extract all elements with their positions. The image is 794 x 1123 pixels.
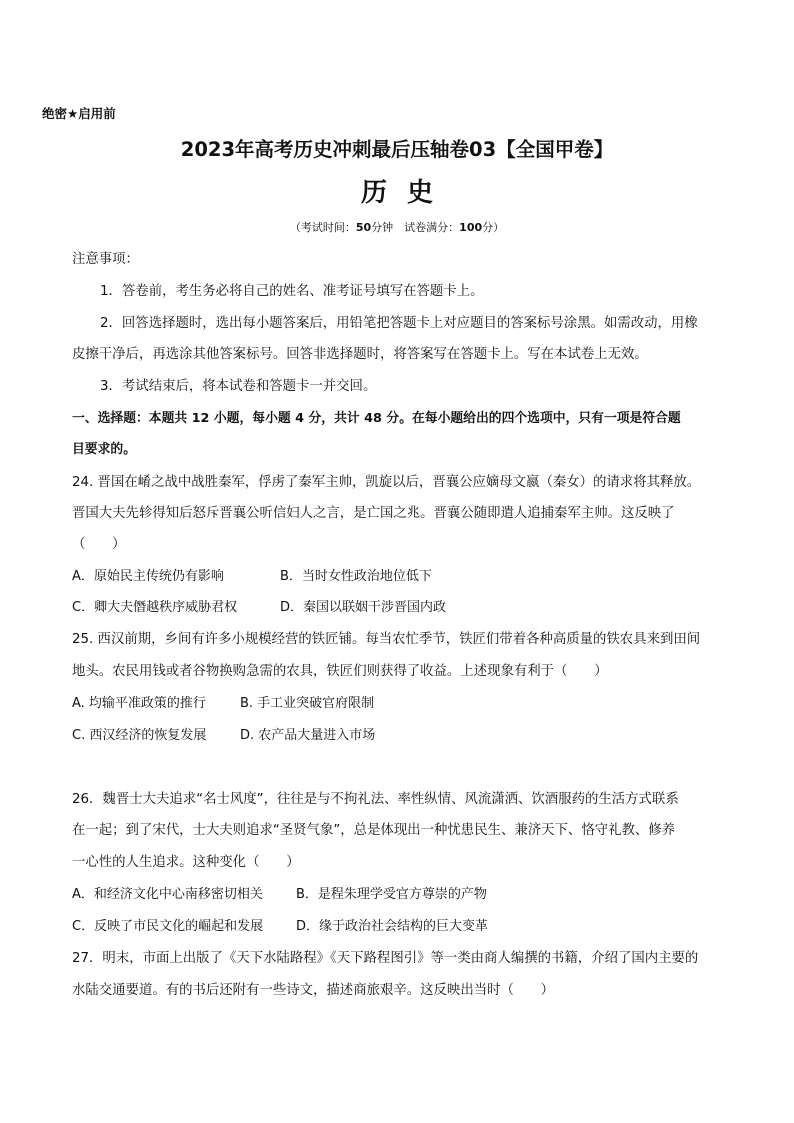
question-25-option-b: B. 手工业突破官府限制 [240, 696, 375, 711]
question-26-option-c: C．反映了市民文化的崛起和发展 [72, 919, 264, 934]
question-25-stem: 地头。农民用钱或者谷物换购急需的农具，铁匠们则获得了收益。上述现象有利于（ ） [72, 664, 608, 679]
exam-info-prefix: （考试时间： [289, 221, 356, 234]
confidential-label: 绝密★启用前 [42, 106, 116, 121]
notice-item: 2．回答选择题时，选出每小题答案后，用铅笔把答题卡上对应题目的答案标号涂黑。如需改动，用橡 [100, 316, 698, 331]
question-26-option-a: A．和经济文化中心南移密切相关 [72, 887, 263, 902]
notice-item: 1．答卷前，考生务必将自己的姓名、准考证号填写在答题卡上。 [100, 284, 484, 299]
question-25-stem: 25. 西汉前期，乡间有许多小规模经营的铁匠铺。每当农忙季节，铁匠们带着各种高质量的铁农具来到田间 [72, 632, 701, 647]
question-26-stem: 在一起；到了宋代，士大夫则追求“圣贤气象”，总是体现出一种忧患民生、兼济天下、恪守礼教、修养 [72, 823, 676, 838]
question-24-option-a: A．原始民主传统仍有影响 [72, 569, 224, 584]
notice-heading: 注意事项： [72, 252, 139, 267]
time-value: 50 [355, 221, 372, 234]
question-27-stem: 27．明末，市面上出版了《天下水陆路程》《天下路程图引》等一类由商人编撰的书籍，介绍了国内主要的 [72, 951, 699, 966]
exam-title: 2023年高考历史冲刺最后压轴卷03【全国甲卷】 [180, 138, 614, 161]
question-24-option-d: D．秦国以联姻干涉晋国内政 [280, 600, 447, 615]
score-unit: 分） [482, 221, 505, 234]
question-24-stem: （ ） [72, 537, 126, 552]
score-value: 100 [459, 221, 483, 234]
question-24-stem: 24. 晋国在崤之战中战胜秦军，俘虏了秦军主帅，凯旋以后，晋襄公应嫡母文嬴（秦女）的请求将其释放。 [72, 475, 701, 490]
question-27-stem: 水陆交通要道。有的书后还附有一些诗文，描述商旅艰辛。这反映出当时（ ） [72, 983, 555, 998]
question-25-option-d: D. 农产品大量进入市场 [240, 728, 376, 743]
question-24-stem: 晋国大夫先轸得知后怒斥晋襄公听信妇人之言，是亡国之兆。晋襄公随即遣人追捕秦军主帅。这反映了 [72, 506, 675, 521]
time-unit: 分钟 试卷满分： [371, 221, 460, 234]
section-heading: 一、选择题：本题共 12 小题，每小题 4 分，共计 48 分。在每小题给出的四个选项中，只有一项是符合题 [72, 411, 681, 426]
question-25-option-c: C. 西汉经济的恢复发展 [72, 728, 207, 743]
question-25-option-a: A. 均输平准政策的推行 [72, 696, 206, 711]
notice-item: 3．考试结束后，将本试卷和答题卡一并交回。 [100, 379, 377, 394]
question-26-stem: 26．魏晋士大夫追求“名士风度”，往往是与不拘礼法、率性纵情、风流潇洒、饮酒服药的生活方式联系 [72, 792, 679, 807]
subject-title: 历史 [360, 178, 453, 208]
section-heading-cont: 目要求的。 [72, 442, 136, 457]
notice-item-cont: 皮擦干净后，再选涂其他答案标号。回答非选择题时，将答案写在答题卡上。写在本试卷上无效。 [72, 347, 648, 362]
question-26-option-d: D．缘于政治社会结构的巨大变革 [296, 919, 489, 934]
question-24-option-b: B．当时女性政治地位低下 [280, 569, 432, 584]
question-26-stem: 一心性的人生追求。这种变化（ ） [72, 855, 300, 870]
question-26-option-b: B．是程朱理学受官方尊崇的产物 [296, 887, 487, 902]
exam-info [0, 219, 794, 235]
question-24-option-c: C．卿大夫僭越秩序威胁君权 [72, 600, 238, 615]
